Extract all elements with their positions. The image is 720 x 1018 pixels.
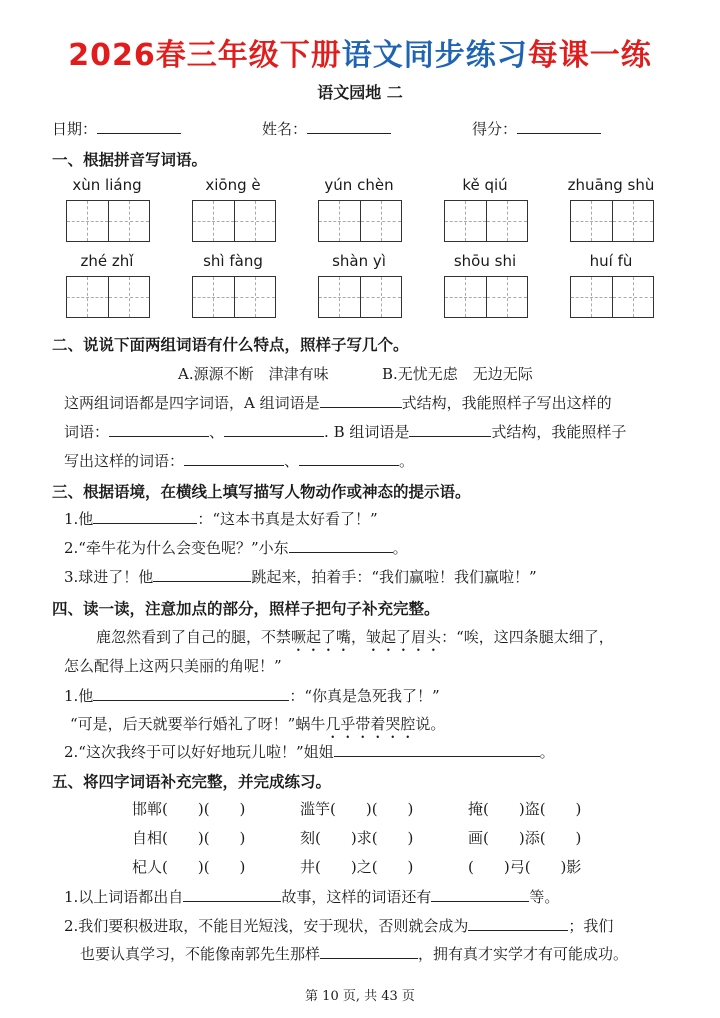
- idiom-blank[interactable]: 掩( )盗( ): [468, 800, 582, 818]
- answer-blank[interactable]: [320, 393, 402, 408]
- writing-grid[interactable]: [66, 276, 150, 318]
- s3-question-3: 3.球进了！他 跳起来，拍着手：“我们赢啦！我们赢啦！”: [64, 568, 537, 586]
- s2-line-3: 写出这样的词语： 、 。: [64, 452, 415, 470]
- lesson-title: 语文园地 二: [317, 83, 403, 102]
- answer-blank[interactable]: [183, 887, 281, 902]
- pinyin-label: shàn yì: [332, 252, 386, 270]
- pinyin-label: shì fàng: [203, 252, 263, 270]
- pinyin-label: kě qiú: [462, 176, 508, 194]
- writing-grid[interactable]: [192, 276, 276, 318]
- example-sentence-line-2: 怎么配得上这两只美丽的角呢！”: [64, 657, 282, 675]
- pinyin-label: zhuāng shù: [567, 176, 655, 194]
- date-field[interactable]: 日期：: [52, 118, 181, 139]
- idiom-blank[interactable]: 邯郸( )( ): [132, 800, 246, 818]
- section-1-heading: 一、根据拼音写词语。: [52, 151, 208, 169]
- answer-blank[interactable]: [334, 742, 540, 757]
- writing-grid[interactable]: [444, 200, 528, 242]
- s4-question-2: 2.“这次我终于可以好好地玩儿啦！”姐姐 。: [64, 743, 555, 761]
- answer-blank[interactable]: [224, 422, 324, 437]
- idiom-blank[interactable]: 杞人( )( ): [132, 858, 246, 876]
- s2-line-1: 这两组词语都是四字词语，A 组词语是 式结构，我能照样子写出这样的: [64, 394, 612, 412]
- pinyin-label: shōu shi: [453, 252, 517, 270]
- pinyin-label: zhé zhǐ: [80, 252, 134, 270]
- answer-blank[interactable]: [299, 451, 399, 466]
- s5-question-2-cont: 也要认真学习，不能像南郭先生那样 ，拥有真才实学才有可能成功。: [80, 945, 629, 963]
- writing-grid[interactable]: [66, 200, 150, 242]
- score-field[interactable]: 得分：: [472, 118, 601, 139]
- title-subject: 语文同步练习: [341, 38, 528, 73]
- s2-line-2: 词语： 、 . B 组词语是 式结构，我能照样子: [64, 423, 627, 441]
- idiom-blank[interactable]: 井( )之( ): [300, 858, 414, 876]
- section-2-heading: 二、说说下面两组词语有什么特点，照样子写几个。: [52, 336, 409, 354]
- name-field[interactable]: 姓名：: [262, 118, 391, 139]
- pinyin-label: yún chèn: [324, 176, 394, 194]
- idiom-blank[interactable]: 自相( )( ): [132, 829, 246, 847]
- section-3-heading: 三、根据语境，在横线上填写描写人物动作或神态的提示语。: [52, 483, 471, 501]
- s5-question-2: 2.我们要积极进取，不能目光短浅，安于现状，否则就会成为 ；我们: [64, 917, 614, 935]
- answer-blank[interactable]: [431, 887, 529, 902]
- answer-blank[interactable]: [109, 422, 209, 437]
- page-number: 第 10 页, 共 43 页: [305, 989, 415, 1004]
- s3-question-1: 1.他 ：“这本书真是太好看了！”: [64, 510, 378, 528]
- pinyin-label: xiōng è: [205, 176, 261, 194]
- s5-question-1: 1.以上词语都出自 故事，这样的词语还有 等。: [64, 888, 560, 906]
- dotted-phrase: 皱起了眉头: [366, 628, 442, 646]
- answer-blank[interactable]: [153, 567, 251, 582]
- answer-blank[interactable]: [289, 538, 393, 553]
- idiom-blank[interactable]: 刻( )求( ): [300, 829, 414, 847]
- s4-example-2: “可是，后天就要举行婚礼了呀！”蜗牛几乎带着哭腔说。: [70, 715, 446, 733]
- idiom-blank[interactable]: 画( )添( ): [468, 829, 582, 847]
- writing-grid[interactable]: [192, 200, 276, 242]
- idiom-blank[interactable]: 滥竽( )( ): [300, 800, 414, 818]
- example-sentence-line-1: 鹿忽然看到了自己的腿，不禁噘起了嘴，皱起了眉头：“唉，这四条腿太细了，: [96, 628, 614, 646]
- writing-grid[interactable]: [570, 200, 654, 242]
- writing-grid[interactable]: [318, 200, 402, 242]
- answer-blank[interactable]: [320, 944, 418, 959]
- answer-blank[interactable]: [468, 916, 568, 931]
- section-4-heading: 四、读一读，注意加点的部分，照样子把句子补充完整。: [52, 600, 440, 618]
- answer-blank[interactable]: [93, 686, 289, 701]
- title-grade: 2026春三年级下册: [68, 38, 342, 73]
- writing-grid[interactable]: [318, 276, 402, 318]
- answer-blank[interactable]: [93, 509, 197, 524]
- section-5-heading: 五、将四字词语补充完整，并完成练习。: [52, 773, 332, 791]
- dotted-phrase: 几乎带着哭腔: [325, 715, 416, 733]
- pinyin-label: xùn liáng: [72, 176, 142, 194]
- answer-blank[interactable]: [184, 451, 284, 466]
- idiom-blank[interactable]: ( )弓( )影: [468, 858, 582, 876]
- dotted-phrase: 噘起了嘴: [291, 628, 352, 646]
- writing-grid[interactable]: [570, 276, 654, 318]
- s4-question-1: 1.他 ：“你真是急死我了！”: [64, 687, 440, 705]
- pinyin-label: huí fù: [589, 252, 633, 270]
- word-group-a: A.源源不断 津津有味: [178, 365, 329, 383]
- worksheet-title: [0, 30, 720, 74]
- writing-grid[interactable]: [444, 276, 528, 318]
- answer-blank[interactable]: [409, 422, 491, 437]
- title-series: 每课一练: [527, 38, 652, 73]
- s3-question-2: 2.“牵牛花为什么会变色呢？”小东 。: [64, 539, 408, 557]
- word-group-b: B.无忧无虑 无边无际: [382, 365, 533, 383]
